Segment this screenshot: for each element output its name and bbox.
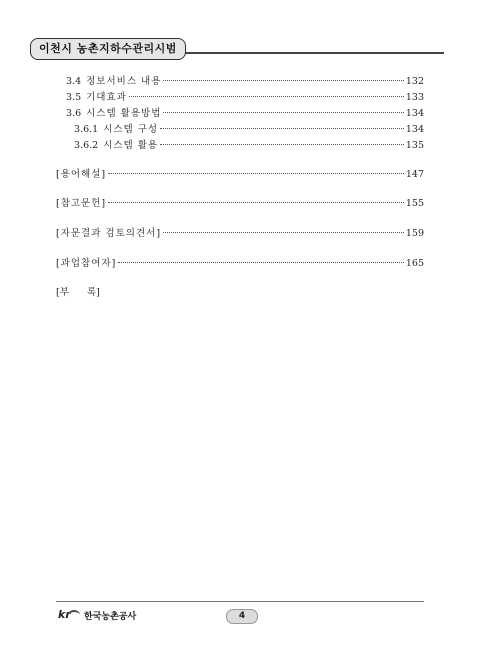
toc-entry-references[interactable] <box>56 198 424 210</box>
toc-entry-3-5[interactable] <box>66 92 424 104</box>
footer-rule <box>56 601 424 602</box>
toc-entry-label: 시스템 구성 <box>103 124 159 135</box>
toc-entry-3-6-2[interactable] <box>74 140 424 152</box>
toc-entry-3-6[interactable] <box>66 108 424 120</box>
toc-entry-page: 135 <box>405 140 424 151</box>
toc-entry-page: 165 <box>405 258 424 269</box>
toc-entry-label: 시스템 활용 <box>103 140 159 151</box>
toc-entry-participants[interactable] <box>56 258 424 270</box>
toc-leader-dots <box>163 232 404 233</box>
toc-entry-label: 정보서비스 내용 <box>86 76 162 87</box>
toc-entry-3-4[interactable] <box>66 76 424 88</box>
toc-leader-dots <box>108 202 404 203</box>
toc-leader-dots <box>163 112 403 113</box>
organization-name: 한국농촌공사 <box>84 611 137 622</box>
toc-entry-label: 기대효과 <box>86 92 127 103</box>
toc-leader-dots <box>160 128 404 129</box>
toc-entry-page: 159 <box>405 228 424 239</box>
toc-leader-dots <box>163 80 403 81</box>
toc-leader-dots <box>160 144 404 145</box>
toc-entry-number: 3.6.2 <box>74 140 99 151</box>
toc-entry-page: 155 <box>405 198 424 209</box>
toc-entry-label: [용어해설] <box>56 169 107 180</box>
toc-entry-label: [참고문헌] <box>56 198 107 209</box>
toc-entry-number: 3.6 <box>66 108 82 119</box>
appendix-label-open: [부 <box>56 287 69 298</box>
organization-logo <box>58 608 136 622</box>
toc-entry-page: 133 <box>405 92 424 103</box>
toc-entry-label: [과업참여자] <box>56 258 117 269</box>
toc-entry-label: [자문결과 검토의견서] <box>56 228 162 239</box>
appendix-label-close: 록] <box>86 287 100 298</box>
toc-entry-number: 3.6.1 <box>74 124 99 135</box>
toc-leader-dots <box>108 173 404 174</box>
page-number: 4 <box>226 609 258 624</box>
toc-entry-page: 132 <box>405 76 424 87</box>
toc-entry-glossary[interactable] <box>56 169 424 181</box>
toc-entry-3-6-1[interactable] <box>74 124 424 136</box>
toc-entry-advisory-review[interactable] <box>56 228 424 240</box>
toc-entry-number: 3.4 <box>66 76 82 87</box>
krc-logo-icon: kr <box>58 608 80 622</box>
toc-leader-dots <box>129 96 404 97</box>
toc-entry-appendix[interactable] <box>56 287 100 299</box>
toc-entry-page: 134 <box>405 108 424 119</box>
toc-entry-page: 134 <box>405 124 424 135</box>
document-header-title: 이천시 농촌지하수관리시범 <box>30 38 186 60</box>
toc-entry-number: 3.5 <box>66 92 82 103</box>
toc-leader-dots <box>118 262 404 263</box>
toc-entry-page: 147 <box>405 169 424 180</box>
toc-entry-label: 시스템 활용방법 <box>86 108 162 119</box>
